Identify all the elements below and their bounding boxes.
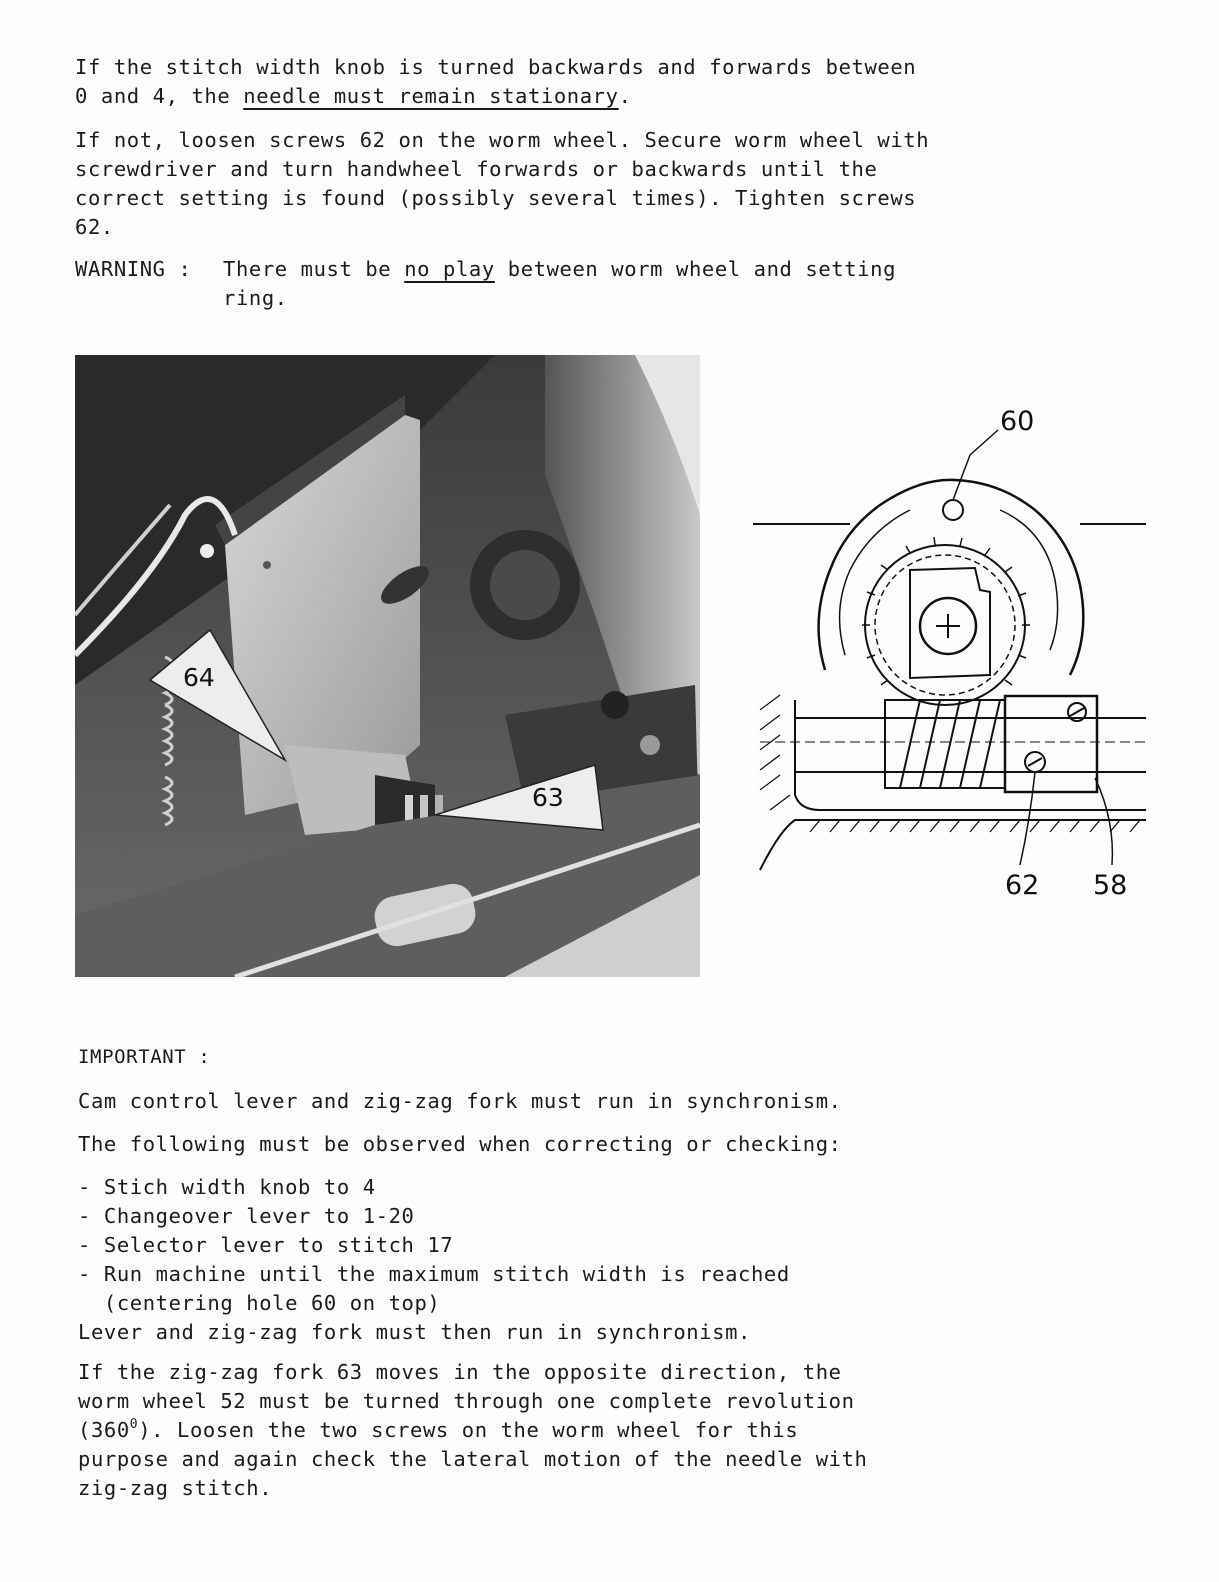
final-line-1: If the zig-zag fork 63 moves in the opposite direction, the	[78, 1360, 842, 1384]
final-line-5: zig-zag stitch.	[78, 1476, 273, 1500]
diagram-label-58: 58	[1093, 870, 1128, 901]
final-line-2: worm wheel 52 must be turned through one complete revolution	[78, 1389, 855, 1413]
steps-list	[78, 1173, 790, 1347]
warning-label: WARNING :	[75, 257, 192, 281]
final-paragraph	[78, 1358, 867, 1503]
list-item: - Selector lever to stitch 17	[78, 1233, 454, 1257]
intro-paragraph	[75, 53, 916, 111]
worm-wheel-diagram	[750, 400, 1150, 910]
warning-text-end: between worm wheel and setting	[494, 257, 897, 281]
machine-photo-drawing	[75, 355, 700, 977]
observe-line: The following must be observed when correcting or checking:	[78, 1132, 842, 1156]
list-item: - Run machine until the maximum stitch width is reached	[78, 1262, 790, 1286]
final-line-3-end: ). Loosen the two screws on the worm wheel for this	[138, 1418, 799, 1442]
final-line-3	[78, 1416, 867, 1445]
diagram-label-60: 60	[1000, 406, 1035, 437]
fix-line: screwdriver and turn handwheel forwards or backwards until the	[75, 157, 878, 181]
machine-photo	[75, 355, 700, 977]
warning-text	[223, 255, 896, 313]
photo-label-63: 63	[532, 783, 564, 812]
list-item: - Stich width knob to 4	[78, 1175, 376, 1199]
worm-wheel-drawing	[750, 400, 1150, 910]
intro-line-2	[75, 82, 916, 111]
fix-line: If not, loosen screws 62 on the worm wheel. Secure worm wheel with	[75, 128, 930, 152]
final-line-3-start: (360	[78, 1418, 130, 1442]
diagram-label-62: 62	[1005, 870, 1040, 901]
no-play-emphasis: no play	[404, 257, 495, 281]
result-line: Lever and zig-zag fork must then run in synchronism.	[78, 1320, 751, 1344]
degree-superscript: 0	[129, 1417, 139, 1432]
important-heading: IMPORTANT :	[78, 1046, 211, 1068]
intro-line-2-text: 0 and 4, the	[75, 84, 244, 108]
fix-line: correct setting is found (possibly several times). Tighten screws	[75, 186, 917, 210]
list-item: (centering hole 60 on top)	[78, 1291, 441, 1315]
fix-paragraph	[75, 126, 929, 242]
photo-label-64: 64	[183, 663, 215, 692]
warning-text-start: There must be	[223, 257, 405, 281]
needle-stationary-emphasis: needle must remain stationary	[243, 84, 619, 108]
sync-line: Cam control lever and zig-zag fork must run in synchronism.	[78, 1089, 842, 1113]
intro-line-1: If the stitch width knob is turned backwards and forwards between	[75, 55, 917, 79]
fix-line: 62.	[75, 215, 114, 239]
warning-line-1	[223, 255, 896, 284]
final-line-4: purpose and again check the lateral motion of the needle with	[78, 1447, 868, 1471]
intro-line-2-end: .	[618, 84, 632, 108]
warning-line-2: ring.	[223, 286, 288, 310]
list-item: - Changeover lever to 1-20	[78, 1204, 415, 1228]
